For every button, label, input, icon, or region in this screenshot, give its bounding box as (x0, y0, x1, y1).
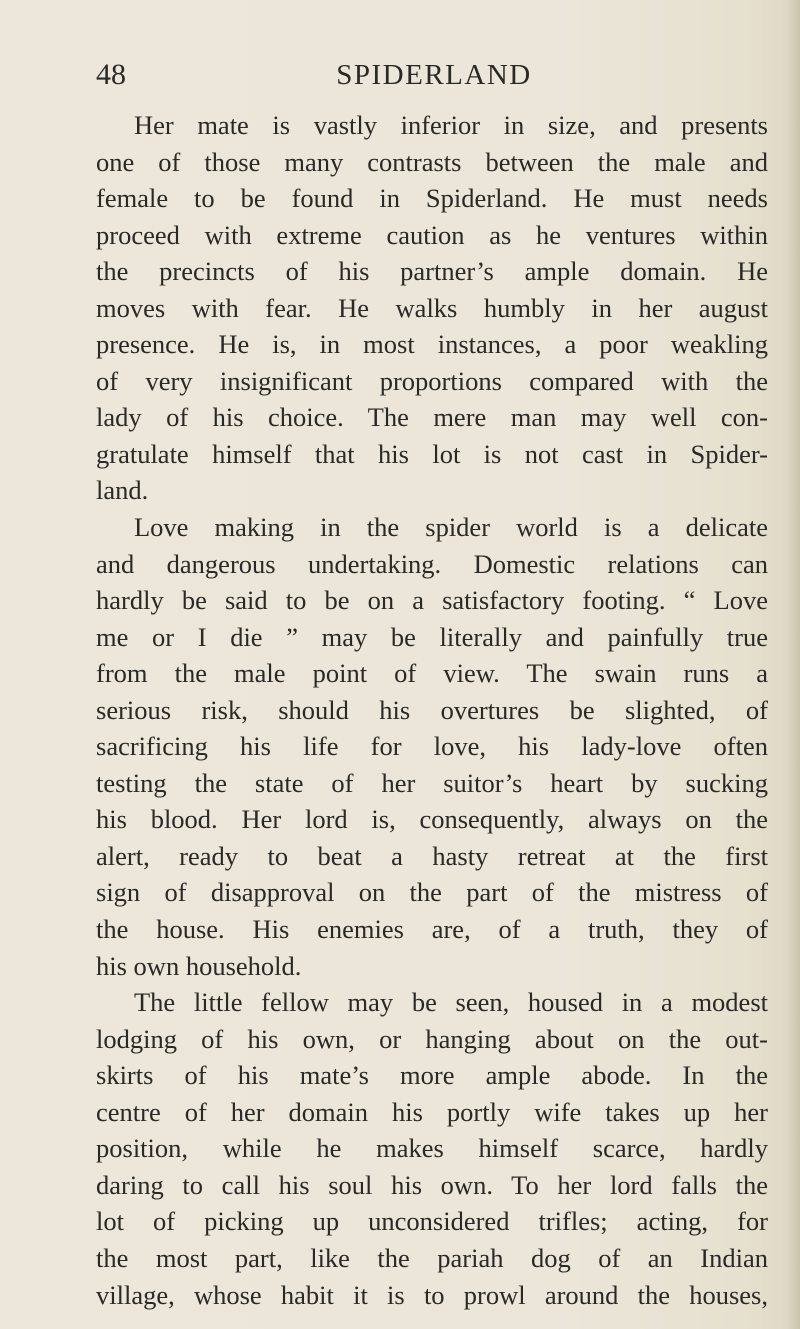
text-line: position, while he makes himself scarce, hardly (96, 1133, 768, 1164)
text-line: serious risk, should his overtures be slighted, of (96, 694, 768, 725)
page-edge-shadow (786, 0, 800, 1329)
text-line: testing the state of her suitor’s heart by sucking (96, 767, 768, 798)
body-text (96, 107, 768, 1313)
text-line: one of those many contrasts between the male and (96, 146, 768, 177)
text-line: sacrificing his life for love, his lady-love often (96, 731, 768, 762)
text-line: Her mate is vastly inferior in size, and presents (134, 110, 768, 140)
text-line: the house. His enemies are, of a truth, they of (96, 914, 768, 945)
text-line: his own household. (96, 950, 302, 981)
text-line: sign of disapproval on the part of the mistress of (96, 877, 768, 908)
running-title: SPIDERLAND (336, 59, 532, 91)
text-line: hardly be said to be on a satisfactory footing. “ Love (96, 585, 768, 616)
text-line: the precincts of his partner’s ample domain. He (96, 256, 768, 287)
text-line: from the male point of view. The swain runs a (96, 658, 768, 689)
text-line: moves with fear. He walks humbly in her august (96, 292, 768, 323)
text-line: daring to call his soul his own. To her lord falls the (96, 1169, 768, 1200)
text-line: female to be found in Spiderland. He must needs (96, 183, 768, 214)
text-line: gratulate himself that his lot is not cast in Spider- (96, 438, 768, 469)
text-line: village, whose habit it is to prowl around the houses, (96, 1279, 768, 1310)
text-line: skirts of his mate’s more ample abode. In the (96, 1060, 768, 1091)
text-line: land. (96, 475, 149, 506)
text-line: Love making in the spider world is a delicate (134, 512, 768, 543)
text-line: lady of his choice. The mere man may well con- (96, 402, 768, 433)
page-header (96, 55, 772, 95)
text-line: of very insignificant proportions compared with the (96, 365, 768, 396)
text-line: and dangerous undertaking. Domestic relations can (96, 548, 768, 579)
text-line: his blood. Her lord is, consequently, always on the (96, 804, 768, 835)
page-number: 48 (96, 58, 126, 91)
text-line: The little fellow may be seen, housed in a modest (134, 987, 768, 1018)
text-line: the most part, like the pariah dog of an Indian (96, 1242, 768, 1273)
text-line: me or I die ” may be literally and painfully true (96, 621, 768, 652)
text-line: lodging of his own, or hanging about on the out- (96, 1023, 768, 1054)
text-line: proceed with extreme caution as he ventures within (96, 219, 768, 250)
text-line: alert, ready to beat a hasty retreat at the first (96, 840, 768, 871)
text-line: presence. He is, in most instances, a poor weakling (96, 329, 768, 360)
text-line: centre of her domain his portly wife takes up her (96, 1096, 768, 1127)
text-line: lot of picking up unconsidered trifles; acting, for (96, 1206, 768, 1237)
